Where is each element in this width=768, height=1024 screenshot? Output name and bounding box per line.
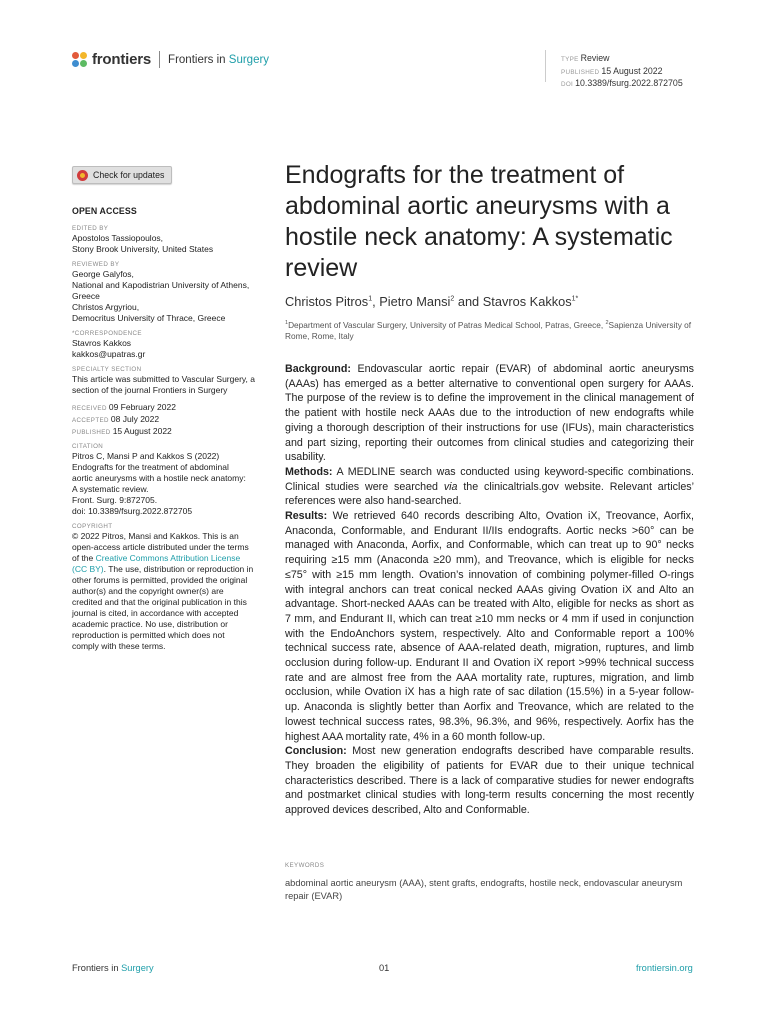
footer-journal-accent: Surgery (121, 963, 154, 973)
check-for-updates-label: Check for updates (93, 170, 165, 180)
author-name[interactable]: Pietro Mansi (379, 294, 451, 309)
footer-journal-prefix: Frontiers in (72, 963, 119, 973)
citation: Pitros C, Mansi P and Kakkos S (2022) Endografts for the treatment of abdominal aortic aneurysms with a hostile neck anatomy: A systematic review. Front. Surg. 9:872705. doi: 10.3389/fsurg.2022.872705 (72, 451, 246, 516)
journal-name (168, 54, 269, 66)
correspondence-label: *CORRESPONDENCE (72, 330, 142, 337)
author-name[interactable]: Christos Pitros (285, 294, 369, 309)
abstract-conclusion (285, 744, 694, 818)
open-access-label: OPEN ACCESS (72, 206, 137, 216)
author-affil-sup: 2 (450, 295, 455, 303)
author-list (285, 294, 578, 309)
meta-published (561, 66, 683, 79)
footer-site-link[interactable]: frontiersin.org (636, 963, 693, 973)
affil-sup: 2 (605, 320, 609, 326)
frontiers-logo-icon (72, 52, 88, 68)
affil-sup: 1 (285, 320, 289, 326)
author-name[interactable]: Stavros Kakkos (482, 294, 572, 309)
keywords: abdominal aortic aneurysm (AAA), stent grafts, endografts, hostile neck, endovascular aneurysm repair (EVAR) (285, 878, 683, 901)
meta-published-value: 15 August 2022 (601, 65, 663, 76)
author-separator: , (372, 294, 380, 309)
specialty-label: SPECIALTY SECTION (72, 366, 142, 373)
specialty-section: This article was submitted to Vascular Surgery, a section of the journal Frontiers in Surgery (72, 374, 255, 395)
sidebar (72, 204, 270, 652)
crossmark-icon (77, 170, 88, 181)
check-for-updates-button[interactable] (72, 166, 172, 184)
accepted-date: 08 July 2022 (110, 414, 160, 424)
reviewed-by: George Galyfos, National and Kapodistrian University of Athens, Greece Christos Argyriou, Democritus University of Thrace, Greece (72, 269, 250, 323)
reviewed-by-label: REVIEWED BY (72, 261, 120, 268)
received-label: RECEIVED (72, 405, 107, 412)
article-meta (561, 53, 683, 91)
methods-via: via (443, 480, 458, 493)
meta-type-label: TYPE (561, 56, 579, 63)
conclusion-label: Conclusion: (285, 745, 347, 758)
copyright-text-post: . The use, distribution or reproduction in other forums is permitted, provided the original author(s) and the copyright owner(s) are credited and that the original publication in this journal is cited, in accordance with accepted academic practice. No use, distribution or reproduction is permitted which does not comply with these terms. (72, 564, 254, 651)
received-date: 09 February 2022 (108, 402, 176, 412)
affiliation: Sapienza University of Rome, Rome, Italy (285, 319, 692, 341)
correspondence[interactable]: Stavros Kakkos kakkos@upatras.gr (72, 338, 146, 359)
keywords-label: KEYWORDS (285, 862, 325, 869)
meta-doi-value[interactable]: 10.3389/fsurg.2022.872705 (575, 78, 683, 88)
meta-published-label: PUBLISHED (561, 68, 600, 76)
page-number: 01 (379, 963, 390, 973)
background-label: Background: (285, 363, 351, 375)
affiliation: Department of Vascular Surgery, University of Patras Medical School, Patras, Greece, (288, 319, 606, 330)
journal-accent: Surgery (228, 53, 270, 66)
meta-type-value: Review (580, 53, 610, 63)
author-separator: and (454, 294, 483, 309)
accepted-label: ACCEPTED (72, 417, 109, 424)
license-link[interactable]: Creative Commons Attribution License (CC BY) (72, 553, 241, 574)
publisher-logo[interactable] (72, 51, 269, 68)
background-text: Endovascular aortic repair (EVAR) of abdominal aortic aneurysms (AAAs) has emerged as a better alternative to conventional open surgery for AAAs. The purpose of the review is to define the improvement in the clinical management of the patient with hostile neck AAAs due to the introduction of new endografts while giving a thorough description of their instructions for use (IFUs), main characteristics and part sizing, reporting their outcomes from clinical studies and categorizing their usability. (285, 363, 694, 464)
edited-by: Apostolos Tassiopoulos, Stony Brook University, United States (72, 233, 214, 254)
citation-label: CITATION (72, 443, 104, 450)
published-label: PUBLISHED (72, 429, 111, 436)
journal-prefix: Frontiers in (168, 53, 226, 66)
abstract-background (285, 362, 694, 465)
copyright (72, 531, 270, 652)
published-date: 15 August 2022 (112, 426, 172, 436)
meta-type (561, 53, 683, 66)
author-affil-sup: 1* (571, 295, 579, 303)
methods-label: Methods: (285, 465, 333, 478)
results-label: Results: (285, 510, 328, 523)
meta-doi-label: DOI (561, 81, 574, 88)
copyright-label: COPYRIGHT (72, 523, 113, 530)
methods-text: the clinicaltrials.gov website. Relevant articles’ references were also hand-searched. (285, 480, 694, 508)
conclusion-text: Most new generation endografts described have comparable results. They broaden the eligibility of patients for EVAR due to their unique technical characteristics described. There is a lack of comparative studies for newer endografts and postmarket clinical studies with long-term results concerning the most recently approved devices described, Alto and Conformable. (285, 745, 694, 817)
abstract-results (285, 509, 694, 744)
copyright-text-pre: © 2022 Pitros, Mansi and Kakkos. This is an open-access article distributed under the terms of the (72, 531, 249, 563)
methods-text: A MEDLINE search was conducted using keyword-specific combinations. Clinical studies were searched (285, 465, 694, 493)
article-title: Endografts for the treatment of abdominal aortic aneurysms with a hostile neck anatomy: A systematic review (285, 161, 673, 282)
received-row (72, 401, 270, 413)
affiliations (285, 318, 700, 342)
abstract (285, 362, 694, 818)
meta-divider (545, 50, 546, 82)
accepted-row (72, 413, 270, 425)
footer-journal (72, 963, 154, 973)
meta-doi[interactable] (561, 78, 683, 91)
published-row (72, 425, 270, 437)
logo-wordmark: frontiers (92, 51, 152, 68)
logo-divider (159, 51, 160, 68)
author-affil-sup: 1 (368, 295, 373, 303)
edited-by-label: EDITED BY (72, 225, 109, 232)
abstract-methods (285, 465, 694, 509)
results-text: We retrieved 640 records describing Alto, Ovation iX, Treovance, Aorfix, Anaconda, Conformable, and Endurant II/IIs endografts. Aortic necks >60° can be managed with Anaconda, Aorfix, and Conformable, which can treat up to 90° necks requiring ≥15 mm (Anaconda ≥20 mm), and Treovance, which is eligible for necks ≤75° with ≥15 mm length. Ovation’s innovation of combining polymer-filled O-rings with integral anchors can treat conical necked AAAs giving Ovation iX and Alto an advantage. Short-necked AAAs can be treated with Alto, eligible for necks as short as 7 mm, and Endurant II, which can treat ≥10 mm necks or 4 mm if used in conjunction with the EndoAnchors system, respectively. Alto and Conformable report a 100% technical success rate, absence of AAA-related death, migration, ruptures, and limb occlusion during follow-up. Endurant II and Ovation iX report >99% technical success rate and are almost free from the AAA mortality rate, ruptures, migration, and limb occlusion, while Ovation iX has a high rate of sac dilation (15.5%) in a 5-year follow-up. Anaconda is slightly better than Aorfix and Treovance, which are related to the lowest technical success rates, 98.3%, 96.3%, and 96%, respectively. Aorfix has the highest AAA mortality rate, 4% in a 60 month follow-up. (285, 510, 694, 743)
